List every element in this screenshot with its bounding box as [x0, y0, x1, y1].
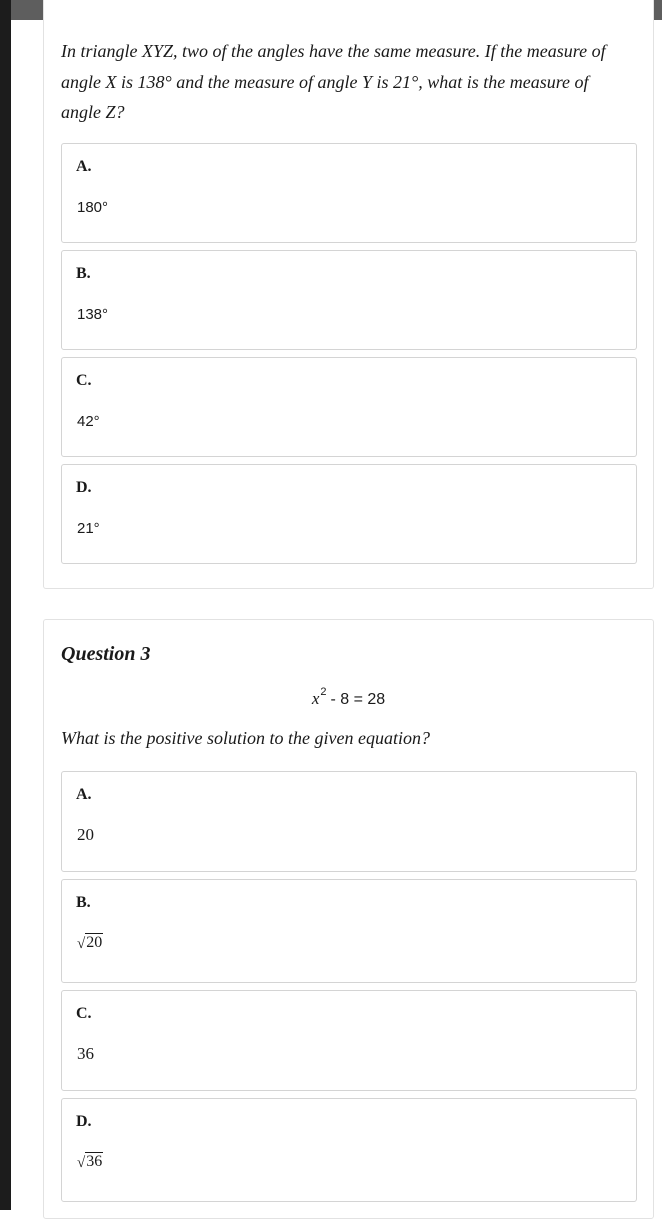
square-root: [77, 933, 103, 952]
option-value: 42°: [77, 413, 100, 430]
question-3-prompt: What is the positive solution to the given equation?: [61, 728, 430, 748]
option-letter: C.: [76, 372, 92, 389]
option-letter: C.: [76, 1005, 92, 1022]
option-value: 21°: [77, 520, 100, 537]
option-letter: D.: [76, 1113, 92, 1130]
radical-sign-icon: √: [77, 1155, 86, 1171]
equation-exponent: 2: [320, 686, 327, 698]
q2-option-c[interactable]: [61, 357, 637, 457]
equation-rest: - 8 = 28: [330, 691, 386, 708]
q2-option-d[interactable]: [61, 464, 637, 564]
q2-option-a[interactable]: [61, 143, 637, 243]
option-value: 20: [77, 825, 94, 844]
option-letter: B.: [76, 894, 91, 911]
option-letter: A.: [76, 786, 92, 803]
option-letter: B.: [76, 265, 91, 282]
equation-variable: x: [311, 689, 320, 708]
q3-option-a[interactable]: [61, 771, 637, 872]
option-value: [77, 933, 103, 953]
option-letter: D.: [76, 479, 92, 496]
square-root: [77, 1152, 103, 1171]
option-value: [77, 1152, 103, 1172]
question-3-title: Question 3: [61, 643, 151, 665]
question-2-prompt: In triangle XYZ, two of the angles have the same measure. If the measure of angle X is 138° and the measure of angle Y is 21°, what is the measure of angle Z?: [61, 41, 606, 122]
option-value: 180°: [77, 199, 109, 216]
q3-option-b[interactable]: [61, 879, 637, 983]
option-letter: A.: [76, 158, 92, 175]
radical-sign-icon: √: [77, 936, 86, 952]
q3-option-c[interactable]: [61, 990, 637, 1091]
radicand: 20: [86, 934, 103, 952]
equation: [0, 686, 662, 709]
left-edge-bar: [0, 0, 11, 1210]
option-value: 138°: [77, 306, 109, 323]
option-value: 36: [77, 1044, 94, 1063]
q3-option-d[interactable]: [61, 1098, 637, 1202]
q2-option-b[interactable]: [61, 250, 637, 350]
radicand: 36: [86, 1153, 103, 1171]
